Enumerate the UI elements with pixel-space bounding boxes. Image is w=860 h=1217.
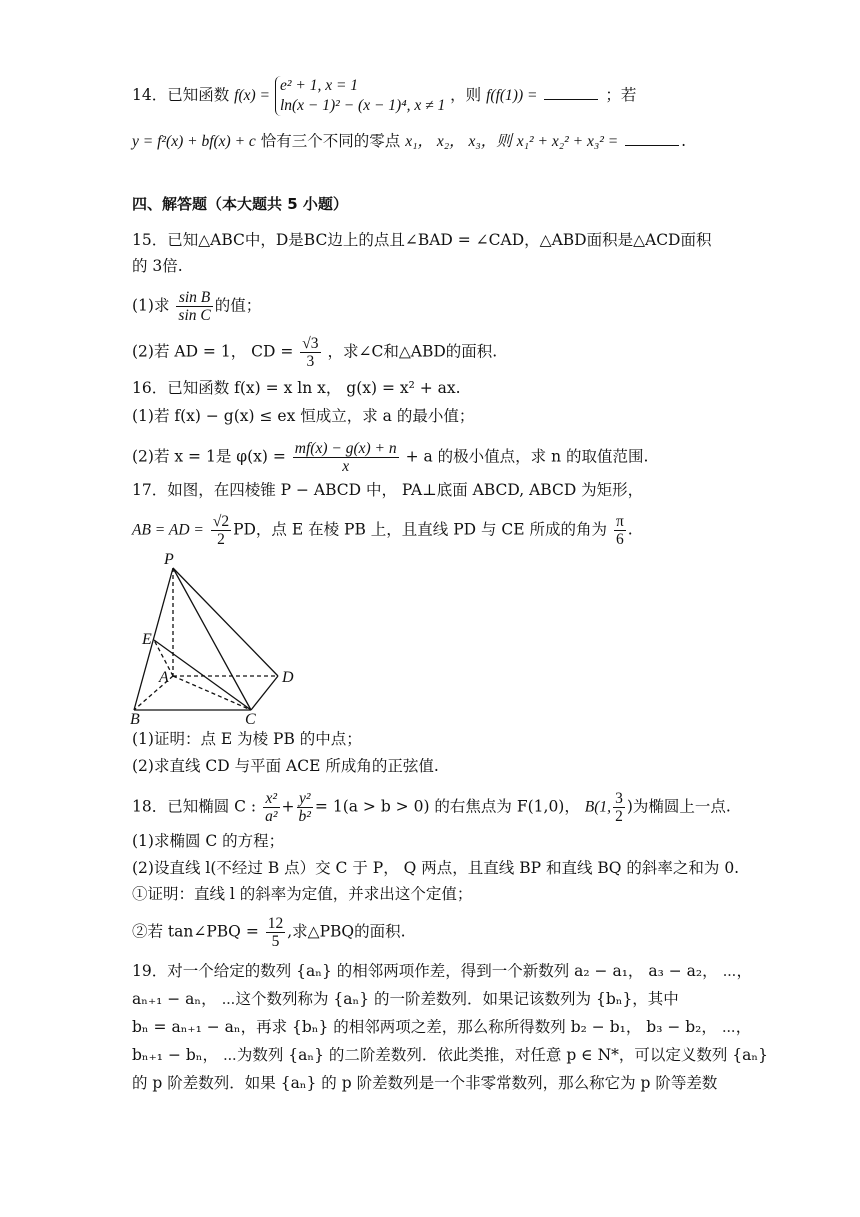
fraction-num: π	[615, 513, 624, 530]
q17-part2: (2)求直线 CD 与平面 ACE 所成角的正弦值.	[132, 757, 439, 775]
fraction-num: √3	[302, 335, 319, 352]
q18-part1: (1)求椭圆 C 的方程；	[132, 832, 285, 850]
q17-period: .	[627, 520, 633, 539]
fraction-den: 2	[615, 808, 623, 825]
q16-line1: 16．已知函数 f(x) = x ln x， g(x) = x² + ax.	[132, 379, 461, 397]
fraction-den: sin C	[178, 307, 211, 324]
label-b: B	[130, 711, 140, 728]
q17-angle-fraction	[614, 513, 626, 548]
fraction-num: mf(x) − g(x) + n	[294, 440, 397, 457]
q16-part2	[132, 440, 648, 475]
q14-f-lhs: f(x) =	[234, 87, 271, 104]
q16-fraction	[293, 440, 399, 475]
q14-text2: 恰有三个不同的零点	[260, 132, 401, 150]
q18-b-fraction	[613, 790, 625, 825]
q14-ff1: f(f(1)) =	[486, 87, 538, 104]
fraction-den: a²	[265, 808, 278, 825]
q18-mid: = 1(a > b > 0) 的右焦点为 F(1,0)，	[314, 797, 580, 816]
section-heading: 四、解答题（本大题共 5 小题）	[132, 195, 348, 213]
q18-tan-fraction	[266, 915, 286, 950]
q14-line2	[132, 130, 686, 153]
q14-expr: y = f²(x) + bf(x) + c	[132, 133, 256, 150]
q18-prefix: 18．已知椭圆 C :	[132, 797, 257, 816]
q18-p2b-suffix: ,求△PBQ的面积.	[287, 922, 406, 941]
label-d: D	[282, 669, 294, 686]
q14-sum: x₁² + x₂² + x₃² =	[516, 133, 619, 150]
fraction-num: 3	[615, 790, 623, 807]
label-a: A	[159, 669, 169, 686]
q14-text: 14．已知函数	[132, 86, 230, 104]
q14-case1: e² + 1, x = 1	[279, 77, 359, 94]
q16-p2-suffix: + a 的极小值点，求 n 的取值范围.	[405, 447, 649, 466]
fraction-num: 12	[267, 915, 284, 932]
fraction-num: sin B	[176, 289, 212, 307]
q15-line1: 15．已知△ABC中，D是BC边上的点且∠BAD = ∠CAD，△ABD面积是△ACD面积	[132, 231, 712, 249]
q14-text-mid: ，则	[450, 86, 482, 104]
q15-line2: 的 3倍.	[132, 257, 183, 275]
q14-blank1[interactable]	[544, 85, 598, 100]
q18-part2b	[132, 915, 406, 950]
q19-line1: 19．对一个给定的数列 {aₙ} 的相邻两项作差，得到一个新数列 a₂ − a₁， a₃ − a₂， ⋯，	[132, 962, 752, 980]
edge-pc	[173, 568, 251, 710]
q16-p2-prefix: (2)若 x = 1是 φ(x) =	[132, 447, 286, 466]
q18-part2a: ①证明：直线 l 的斜率为定值，并求出这个定值；	[132, 885, 473, 903]
q14-text-end: ；若	[605, 86, 637, 104]
q14-case2: ln(x − 1)² − (x − 1)⁴, x ≠ 1	[279, 97, 446, 114]
label-e: E	[142, 631, 152, 648]
fraction-num: y²	[297, 790, 313, 808]
edge-pb	[134, 568, 173, 710]
q15-p1-prefix: (1)求	[132, 296, 170, 315]
q19-line4: bₙ₊₁ − bₙ， ⋯为数列 {aₙ} 的二阶差数列．依此类推，对任意 p ∈ N*，可以定义数列 {aₙ}	[132, 1046, 768, 1064]
q17-line2-text: PD，点 E 在棱 PB 上，且直线 PD 与 CE 所成的角为	[233, 520, 608, 539]
q18-x-fraction	[263, 790, 279, 825]
q15-part2	[132, 335, 497, 370]
fraction-den: 5	[271, 933, 280, 950]
q19-line2: aₙ₊₁ − aₙ， ⋯这个数列称为 {aₙ} 的一阶差数列．如果记该数列为 {bₙ}，其中	[132, 990, 679, 1008]
q14-period: .	[681, 132, 687, 150]
q14-line1	[132, 76, 636, 116]
q18-point-b: B(1,	[584, 798, 612, 816]
q19-line5: 的 p 阶差数列．如果 {aₙ} 的 p 阶差数列是一个非零常数列，那么称它为 p 阶等差数	[132, 1074, 718, 1092]
edge-pd	[173, 568, 278, 676]
q18-end: )为椭圆上一点.	[626, 797, 731, 816]
q16-part1: (1)若 f(x) − g(x) ≤ ex 恒成立，求 a 的最小值；	[132, 407, 475, 425]
q15-part1	[132, 289, 261, 324]
edge-cd	[251, 676, 278, 710]
q14-blank2[interactable]	[625, 131, 679, 146]
fraction-den: b²	[298, 808, 311, 825]
q17-line1: 17．如图，在四棱锥 P − ABCD 中， PA⊥底面 ABCD, ABCD 为矩形，	[132, 481, 644, 499]
q15-p1-suffix: 的值；	[214, 296, 262, 315]
pyramid-figure	[126, 548, 306, 728]
q15-fraction	[176, 289, 212, 324]
q18-part2: (2)设直线 l(不经过 B 点）交 C 于 P， Q 两点，且直线 BP 和直线 BQ 的斜率之和为 0.	[132, 859, 740, 877]
q15-p2-prefix: (2)若 AD = 1， CD =	[132, 342, 294, 361]
label-p: P	[164, 551, 174, 568]
q18-line1: 18．已知椭圆 C : $\frac{\text{x²}}{\text{a²}}$ + $\frac{\text{y²}}{\text{b²}}$ = 1(a > b > 0) 的右焦点为 F(1,0)， B(1, $\frac{3}{2}$ )为椭圆上一点.	[132, 790, 731, 825]
fraction-den: x	[342, 458, 350, 475]
q18-y-fraction	[297, 790, 313, 825]
q17-part1: (1)证明：点 E 为棱 PB 的中点；	[132, 730, 362, 748]
fraction-den: 3	[306, 353, 315, 370]
q17-line2	[132, 513, 633, 548]
fraction-num: x²	[263, 790, 279, 808]
q17-ab-ad: AB = AD =	[132, 521, 204, 539]
fraction-den: 6	[616, 531, 624, 548]
q18-p2b-prefix: ②若 tan∠PBQ =	[132, 922, 259, 941]
fraction-num: √2	[212, 513, 230, 530]
q14-zeros: x₁， x₂， x₃，则	[405, 133, 512, 150]
label-c: C	[245, 711, 256, 728]
q15-fraction2	[300, 335, 320, 370]
q15-p2-suffix: ，求∠C和△ABD的面积.	[327, 342, 498, 361]
q17-fraction	[211, 513, 231, 548]
q14-piecewise	[275, 76, 445, 116]
fraction-den: 2	[217, 531, 225, 548]
q19-line3: bₙ = aₙ₊₁ − aₙ，再求 {bₙ} 的相邻两项之差，那么称所得数列 b₂ − b₁， b₃ − b₂， ⋯，	[132, 1018, 752, 1036]
